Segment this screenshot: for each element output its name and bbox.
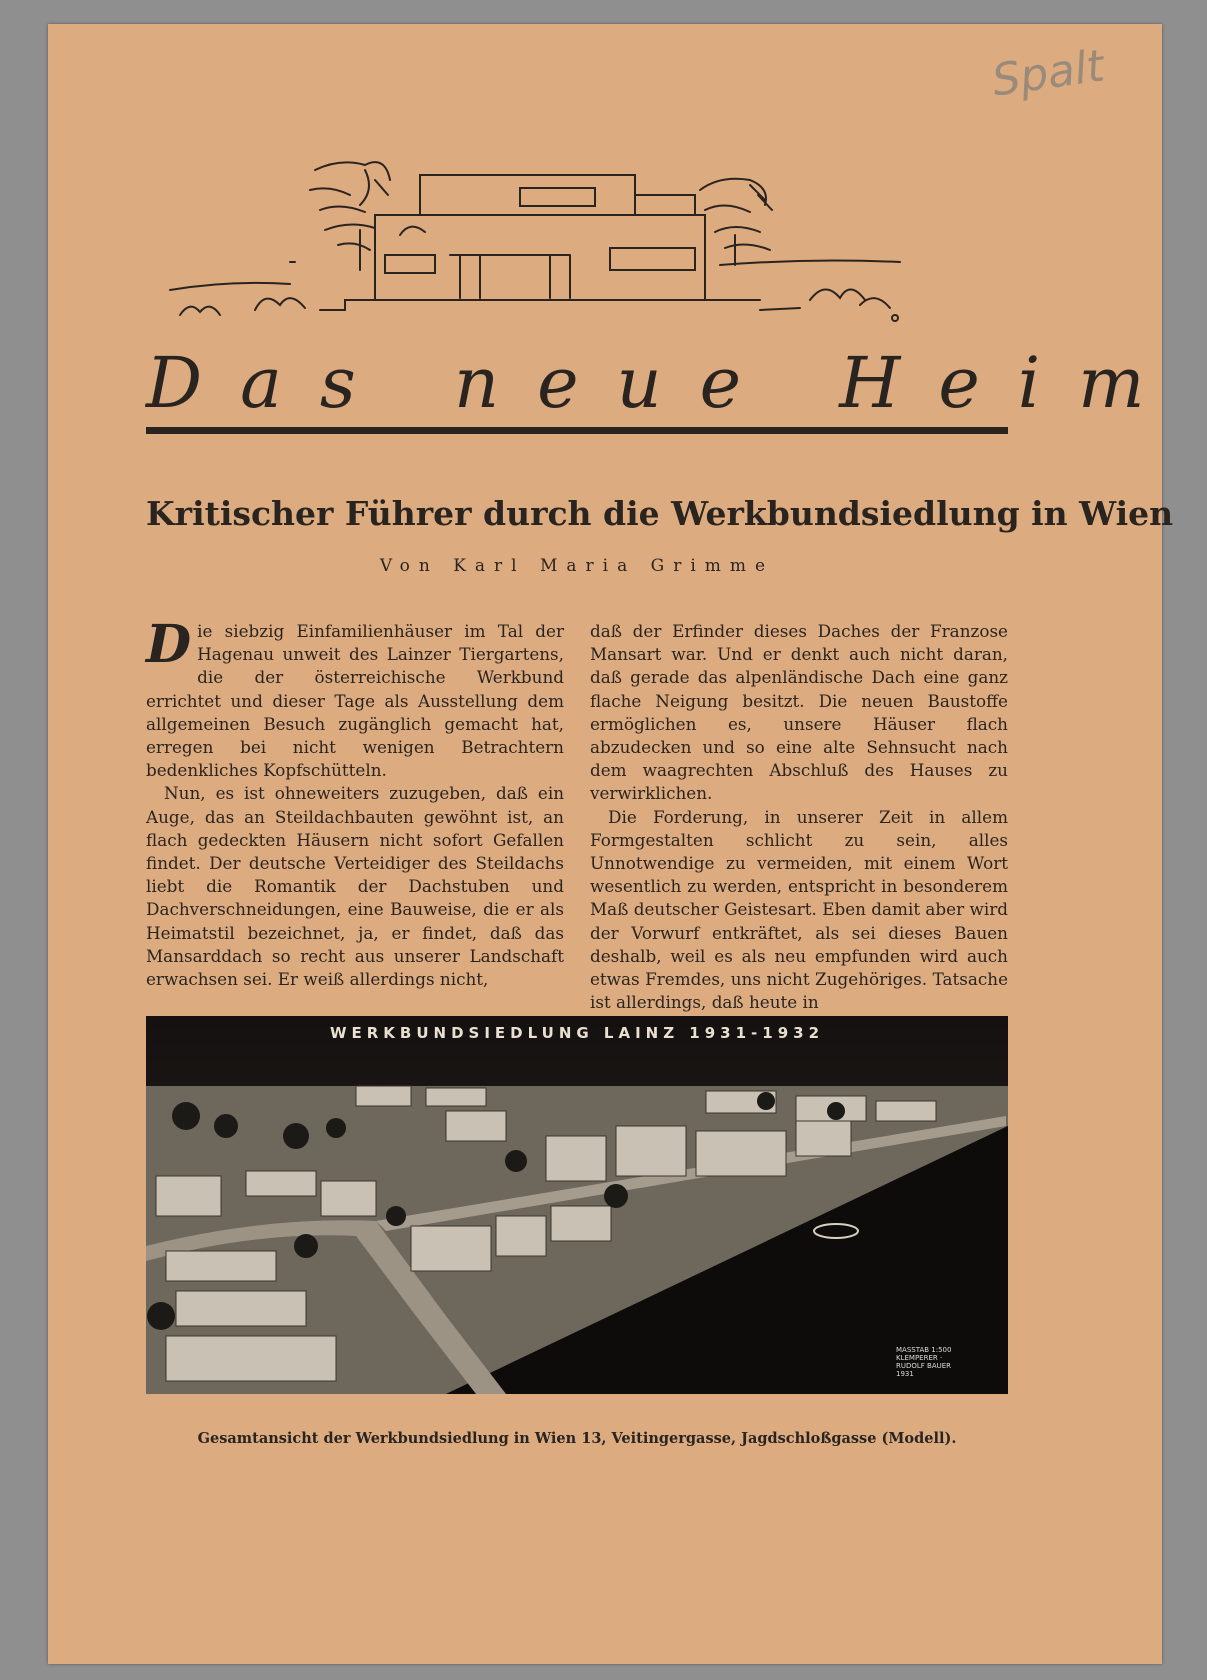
text-column-right — [590, 620, 1008, 1014]
masthead-rule — [146, 427, 1008, 434]
model-photo-illustration — [146, 1016, 1008, 1394]
house-line-drawing — [160, 140, 970, 350]
photo-title: WERKBUNDSIEDLUNG LAINZ 1931-1932 — [329, 1024, 825, 1042]
settlement-model-photo — [146, 1016, 1008, 1394]
masthead-title: Das neue Heim — [146, 342, 1183, 424]
drop-cap: D — [146, 614, 192, 675]
photo-credit: MASSTAB 1:500 KLEMPERER · RUDOLF BAUER 1931 — [896, 1346, 952, 1378]
article-title: Kritischer Führer durch die Werkbundsiedlung in Wien — [146, 494, 1174, 533]
paragraph: Die Forderung, in unserer Zeit in allem Formgestalten schlicht zu sein, alles Unnotwendige zu vermeiden, mit einem Wort wesentlich zu werden, entspricht in besonderem Maß deutscher Geistesart. Eben damit aber wird der Vorwurf entkräftet, als sei dieses Bauen deshalb, weil es als neu empfunden wird auch etwas Fremdes, uns nicht Zugehöriges. Tatsache ist allerdings, daß heute in — [590, 806, 1008, 1013]
paragraph: Die siebzig Einfamilienhäuser im Tal der Hagenau unweit des Lainzer Tiergartens, die der österreichische Werkbund errichtet und dieser Tage als Ausstellung dem allgemeinen Besuch zugänglich gemacht hat, erregen bei nicht wenigen Betrachtern bedenkliches Kopfschütteln. — [146, 614, 564, 781]
byline: Von Karl Maria Grimme — [379, 556, 775, 576]
paragraph: Nun, es ist ohneweiters zuzugeben, daß ein Auge, das an Steildachbauten gewöhnt ist, an flach gedeckten Häusern nicht sofort Gefallen findet. Der deutsche Verteidiger des Steildachs liebt die Romantik der Dachstuben und Dachverschneidungen, eine Bauweise, die er als Heimatstil bezeichnet, ja, er findet, daß das Mansarddach so recht aus unserer Landschaft erwachsen sei. Er weiß allerdings nicht, — [146, 783, 564, 990]
pencil-annotation: Spalt — [988, 40, 1108, 107]
text-column-left — [146, 614, 564, 991]
paragraph: daß der Erfinder dieses Daches der Franzose Mansart war. Und er denkt auch nicht daran, daß gerade das alpenländische Dach eine ganz flache Neigung besitzt. Die neuen Baustoffe ermöglichen es, unsere Häuser flach abzudecken und so eine alte Sehnsucht nach dem waagrechten Abschluß des Hauses zu verwirklichen. — [590, 621, 1008, 804]
photo-caption: Gesamtansicht der Werkbundsiedlung in Wien 13, Veitingergasse, Jagdschloßgasse (Modell). — [197, 1430, 957, 1447]
